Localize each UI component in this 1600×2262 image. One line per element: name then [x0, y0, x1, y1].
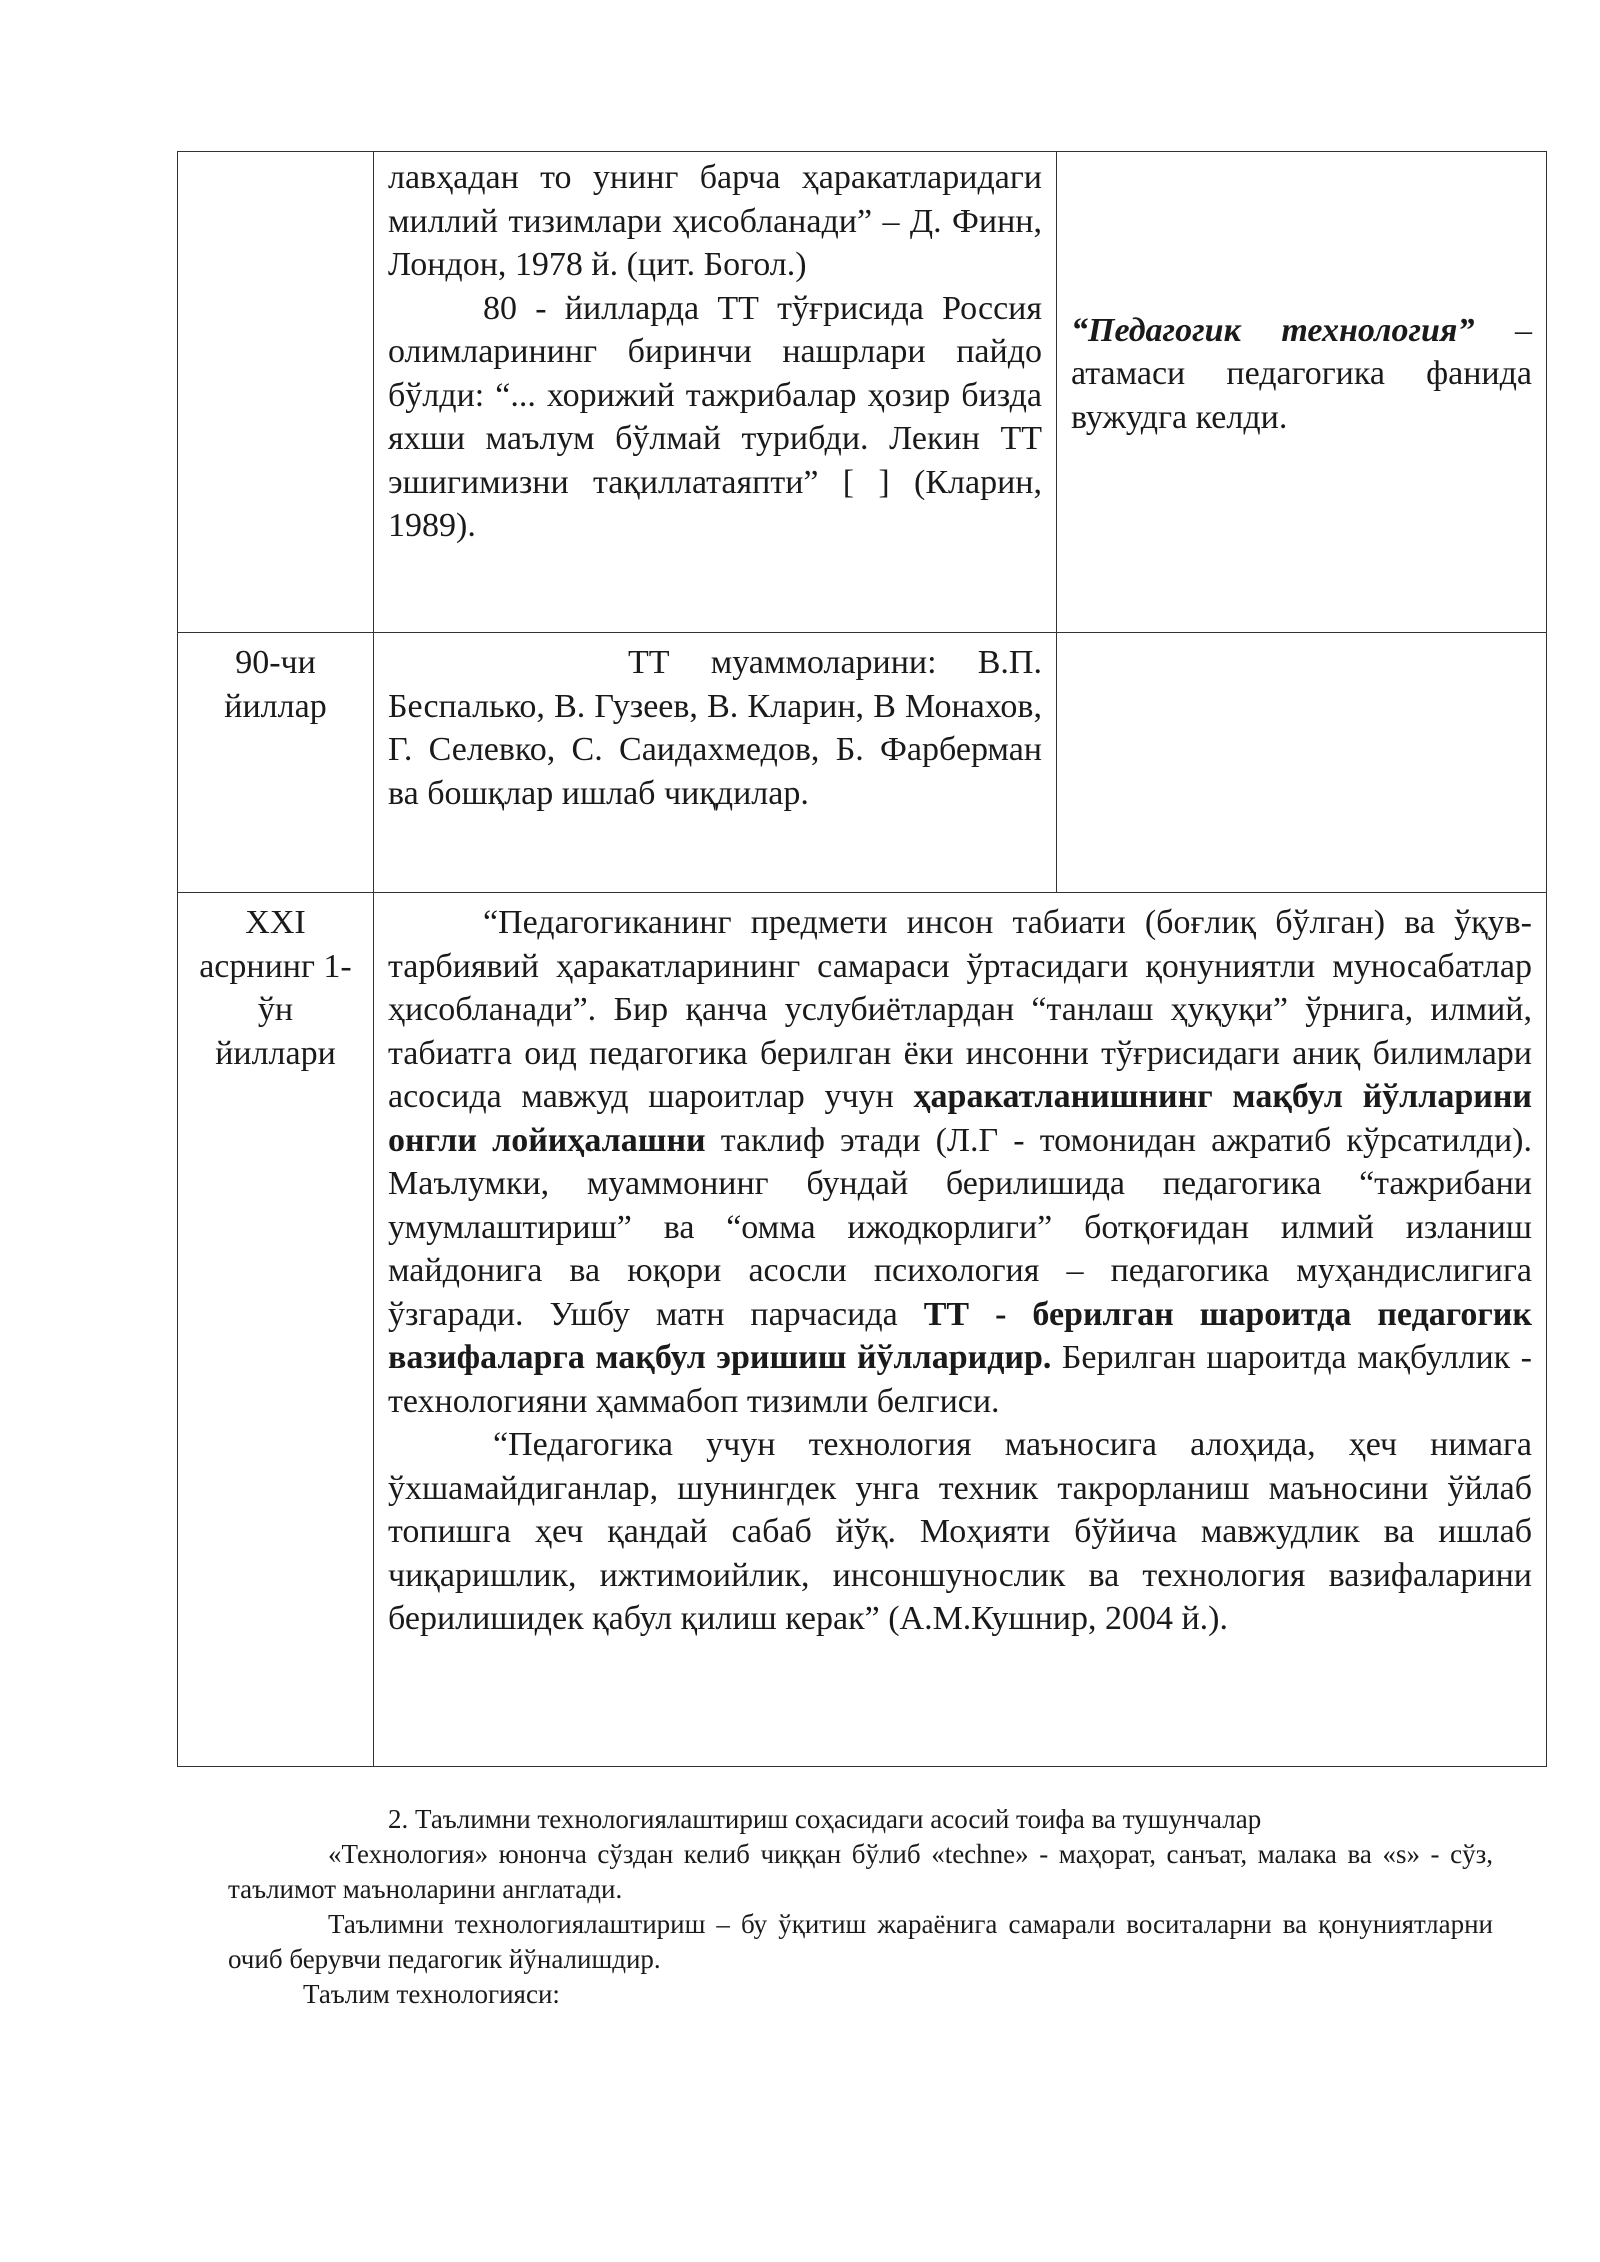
body-paragraph: «Технология» юнонча сўздан келиб чиққан бўлиб «techne» - маҳорат, санъат, малака ва «s» - сўз, таълимот маъноларини англатади. [228, 1839, 1493, 1904]
text-run: таклиф этади (Л.Г - томонидан ажратиб кўрсатилди). Маълумки, муаммонинг бундай берилишида педагогика “тажрибани умумлаштириш” ва “омма ижодкорлиги” ботқоғидан илмий изланиш майдонига ва юқори асосли психология – педагогика муҳандислигига ўзгаради. Ушбу матн парчасида [388, 1121, 1532, 1333]
table-row [178, 893, 1547, 1767]
text-run: Берилган шароитда мақбуллик - технологияни ҳаммабоп тизимли белгиси. [388, 1339, 1532, 1420]
note-cell [1057, 152, 1547, 633]
body-paragraph: Таълимни технологиялаштириш – бу ўқитиш жараёнига самарали воситаларни ва қонуниятларни очиб берувчи педагогик йўналишдир. [228, 1909, 1493, 1974]
text-cell [374, 893, 1547, 1767]
text-paragraph [388, 901, 1532, 1423]
year-cell [178, 633, 374, 893]
text-cell [374, 152, 1057, 633]
text-run: “Педагогиканинг предмети инсон табиати (боғлиқ бўлган) ва ўқув-тарбиявий ҳаракатларининг самараси ўртасидаги қонуниятли муносабатлар ҳисобланади”. Бир қанча услубиётлардан “танлаш ҳуқуқи” ўрнига, илмий, табиатга оид педагогика берилган ёки инсонни тўғрисидаги аниқ билимлари асосида мавжуд шароитлар учун [388, 904, 1532, 1115]
note-text: – атамаси педагогика фанида вужудга келди. [1071, 311, 1532, 436]
note-text [1057, 633, 1546, 637]
history-table [177, 151, 1547, 1767]
section-heading: 2. Таълимни технологиялаштириш соҳасидаги асосий тоифа ва тушунчалар [388, 1804, 1262, 1834]
bold-run: ҳаракатланишнинг мақбул йўлларини онгли лойиҳалашни [388, 1078, 1532, 1159]
text-paragraph: лавҳадан то унинг барча ҳаракатларидаги миллий тизимлари ҳисобланади” – Д. Финн, Лондон, 1978 й. (цит. Богол.) [388, 159, 1042, 283]
year-label: 90-чи йиллар [224, 644, 327, 725]
bold-run: ТТ - берилган шароитда педагогик вазифаларга мақбул эришиш йўлларидир. [388, 1295, 1532, 1376]
text-cell [374, 633, 1057, 893]
note-cell [1057, 633, 1547, 893]
year-cell [178, 152, 374, 633]
text-paragraph: ТТ муаммоларини: В.П. Беспалько, В. Гузеев, В. Кларин, В Монахов, Г. Селевко, С. Саидахмедов, Б. Фарберман ва бошқлар ишлаб чиқдилар. [388, 644, 1042, 812]
text-paragraph: “Педагогика учун технология маъносига алоҳида, ҳеч нимага ўхшамайдиганлар, шунингдек унга техник такрорланиш маъносини ўйлаб топишга ҳеч қандай сабаб йўқ. Моҳияти бўйича мавжудлик ва ишлаб чиқаришлик, ижтимоийлик, инсоншунослик ва технология вазифаларини берилишидек қабул қилиш керак” (А.М.Кушнир, 2004 й.). [388, 1426, 1532, 1637]
table-row [178, 152, 1547, 633]
table-row [178, 633, 1547, 893]
year-cell [178, 893, 374, 1767]
year-label [178, 152, 373, 160]
body-paragraph: Таълим технологияси: [303, 1979, 560, 2009]
note-paragraph [1071, 309, 1532, 440]
text-paragraph: 80 - йилларда ТТ тўғрисида Россия олимларининг биринчи нашрлари пайдо бўлди: “... хорижий тажрибалар ҳозир бизда яхши маълум бўлмай турибди. Лекин ТТ эшигимизни тақиллатаяпти” [ ] (Кларин, 1989). [388, 289, 1042, 544]
year-label: XXI асрнинг 1- ўн йиллари [199, 904, 352, 1072]
term-text: “Педагогик технология” [1071, 311, 1475, 349]
